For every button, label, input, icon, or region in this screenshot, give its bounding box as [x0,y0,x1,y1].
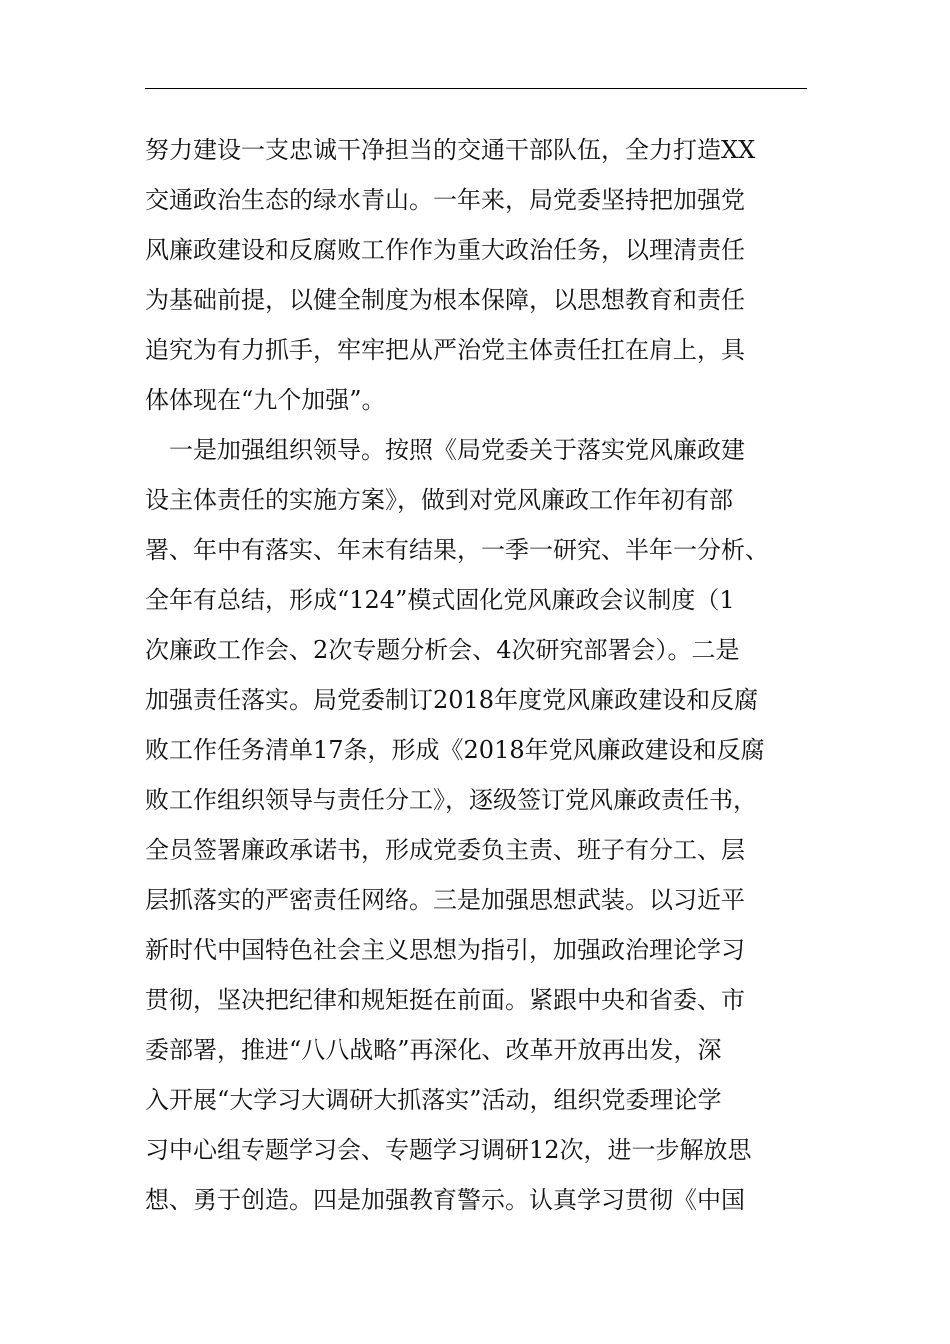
text-line: 败工作组织领导与责任分工》，逐级签订党风廉政责任书， [145,786,757,814]
text-line: 设主体责任的实施方案》，做到对党风廉政工作年初有部 [145,486,733,514]
text-line: 想、勇于创造。四是加强教育警示。认真学习贯彻《中国 [145,1186,745,1214]
text-line: 层抓落实的严密责任网络。三是加强思想武装。以习近平 [145,886,745,914]
text-line: 一是加强组织领导。按照《局党委关于落实党风廉政建 [145,436,745,464]
text-line: 全年有总结，形成“124”模式固化党风廉政会议制度（1 [145,586,735,614]
body-text [145,125,807,1225]
text-line: 体体现在“九个加强”。 [145,386,386,414]
text-line: 次廉政工作会、2次专题分析会、4次研究部署会）。二是 [145,636,740,664]
text-line: 加强责任落实。局党委制订2018年度党风廉政建设和反腐 [145,686,759,714]
header-rule [145,88,807,89]
text-line: 败工作任务清单17条，形成《2018年党风廉政建设和反腐 [145,736,765,764]
text-line: 全员签署廉政承诺书，形成党委负主责、班子有分工、层 [145,836,745,864]
text-line: 习中心组专题学习会、专题学习调研12次，进一步解放思 [145,1136,752,1164]
text-line: 委部署，推进“八八战略”再深化、改革开放再出发，深 [145,1036,722,1064]
text-line: 交通政治生态的绿水青山。一年来，局党委坚持把加强党 [145,186,745,214]
text-line: 追究为有力抓手，牢牢把从严治党主体责任扛在肩上，具 [145,336,745,364]
text-line: 新时代中国特色社会主义思想为指引，加强政治理论学习 [145,936,745,964]
text-line: 风廉政建设和反腐败工作作为重大政治任务，以理清责任 [145,236,745,264]
text-line: 为基础前提，以健全制度为根本保障，以思想教育和责任 [145,286,745,314]
text-line: 努力建设一支忠诚干净担当的交通干部队伍，全力打造XX [145,136,756,164]
text-line: 贯彻，坚决把纪律和规矩挺在前面。紧跟中央和省委、市 [145,986,745,1014]
text-line: 署、年中有落实、年末有结果，一季一研究、半年一分析、 [145,536,769,564]
text-line: 入开展“大学习大调研大抓落实”活动，组织党委理论学 [145,1086,722,1114]
